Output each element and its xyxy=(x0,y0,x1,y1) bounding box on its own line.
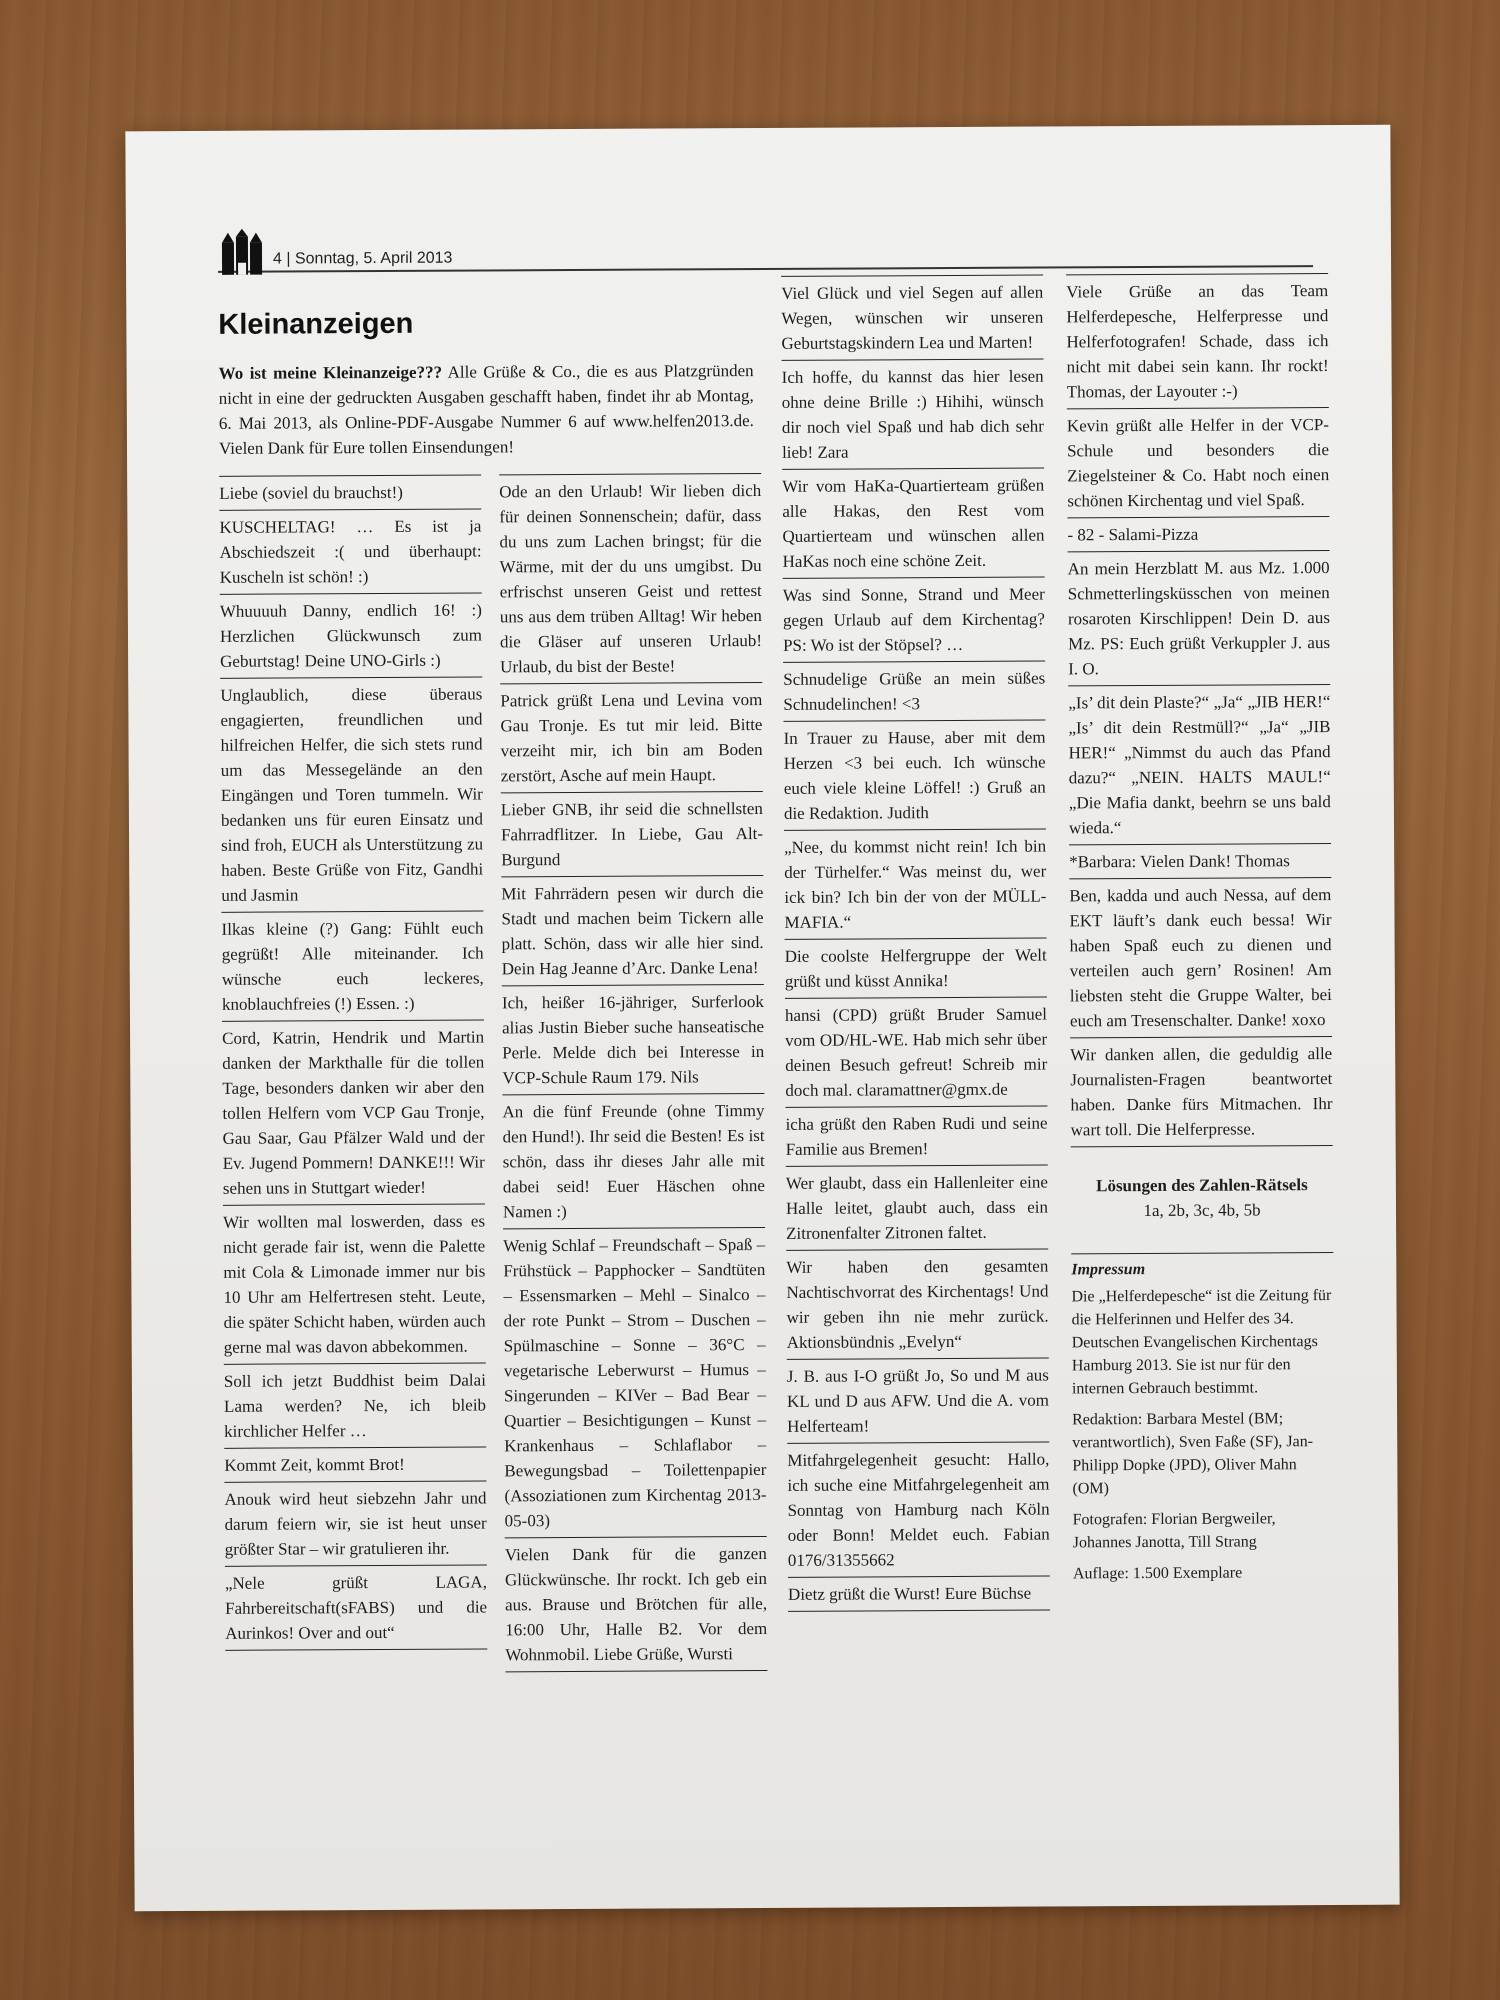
impressum-redaktion: Redaktion: Barbara Mestel (BM; verantwortlich), Sven Faße (SF), Jan-Philipp Dopke (JPD), Oliver Mahn (OM) xyxy=(1072,1410,1314,1498)
solutions-answer: 1a, 2b, 3c, 4b, 5b xyxy=(1143,1200,1261,1221)
impressum xyxy=(1071,1252,1335,1585)
classified-ad: Wer glaubt, dass ein Hallenleiter eine Halle leitet, glaubt auch, dass ein Zitronenfalter Zitronen faltet. xyxy=(786,1165,1048,1250)
solutions-heading: Lösungen des Zahlen-Rätsels xyxy=(1096,1175,1308,1196)
column-1 xyxy=(219,474,487,1650)
classified-ad: Mit Fahrrädern pesen wir durch die Stadt und machen beim Tickern alle platt. Schön, dass wir alle hier sind. Dein Hag Jeanne d’Arc. Danke Lena! xyxy=(501,875,764,985)
classified-ad: Wir danken allen, die geduldig alle Journalisten-Fragen beantwortet haben. Danke fürs Mitmachen. Ihr wart toll. Die Helferpresse. xyxy=(1070,1036,1333,1147)
classified-ad: Was sind Sonne, Strand und Meer gegen Urlaub auf dem Kirchentag? PS: Wo ist der Stöpsel? … xyxy=(783,577,1045,662)
classified-ad: Ilkas kleine (?) Gang: Fühlt euch gegrüßt! Alle miteinander. Ich wünsche euch leckeres, knoblauchfreies (!) Essen. :) xyxy=(221,910,484,1020)
classified-ad: Ben, kadda und auch Nessa, auf dem EKT läuft’s dank euch bessa! Wir haben Spaß euch zu dienen und verteilen auch gern’ Rosinen! Am liebsten steht die Gruppe Walter, bei euch am Tresenschalter. Danke! xoxo xyxy=(1069,877,1332,1037)
classified-ad: Ode an den Urlaub! Wir lieben dich für deinen Sonnenschein; dafür, dass du uns zum Lachen bringst; für die Wärme, mit der du uns umgibst. Du erfrischst unseren Geist und rettest uns aus dem trüben Alltag! Wir heben die Gläser auf unseren Urlaub! Urlaub, du bist der Beste! xyxy=(499,473,762,683)
classified-ad: KUSCHELTAG! … Es ist ja Abschiedszeit :( und überhaupt: Kuscheln ist schön! :) xyxy=(219,508,481,593)
classified-ad: Whuuuuh Danny, endlich 16! :) Herzlichen Glückwunsch zum Geburtstag! Deine UNO-Girls :) xyxy=(220,592,482,677)
classified-ad: Cord, Katrin, Hendrik und Martin danken der Markthalle für die tollen Tage, besonders danken wir aber den tollen Helfern vom VCP Gau Tronje, Gau Saar, Gau Pfälzer Wald und der Ev. Jugend Pommern! DANKE!!! Wir sehen uns in Stuttgart wieder! xyxy=(222,1019,485,1204)
page-header xyxy=(218,223,1313,273)
puzzle-solutions xyxy=(1071,1172,1333,1223)
classified-ad: - 82 - Salami-Pizza xyxy=(1067,516,1329,551)
column-3 xyxy=(781,275,1050,1612)
classified-ad: Vielen Dank für die ganzen Glückwünsche. Ihr rockt. Ich geb ein aus. Brause und Brötchen für alle, 16:00 Uhr, Halle B2. Vor dem Wohnmobil. Liebe Grüße, Wursti xyxy=(505,1536,768,1672)
classified-ad: Ich hoffe, du kannst das hier lesen ohne deine Brille :) Hihihi, wünsch dir noch viel Spaß und hab dich sehr lieb! Zara xyxy=(782,359,1045,469)
impressum-heading: Impressum xyxy=(1071,1261,1146,1279)
page-date-line: 4 | Sonntag, 5. April 2013 xyxy=(272,249,453,268)
classified-ad: An mein Herzblatt M. aus Mz. 1.000 Schmetterlingsküsschen von meinen rosaroten Kirschlippen! Dein D. aus Mz. PS: Euch grüßt Verkuppler J. aus I. O. xyxy=(1068,550,1331,685)
newspaper-page xyxy=(125,125,1399,1912)
classified-ad: Anouk wird heut siebzehn Jahr und darum feiern wir, sie ist heut unser größter Star – wir gratulieren ihr. xyxy=(224,1480,486,1565)
classified-ad: Kommt Zeit, kommt Brot! xyxy=(224,1446,486,1481)
classified-ad: Patrick grüßt Lena und Levina vom Gau Tronje. Es tut mir leid. Bitte verzeiht mir, ich bin am Boden zerstört, Asche auf mein Haupt. xyxy=(500,682,763,792)
impressum-text: Die „Helferdepesche“ ist die Zeitung für die Helferinnen und Helfer des 34. Deutschen Evangelischen Kirchentags Hamburg 2013. Sie ist nur für den internen Gebrauch bestimmt. xyxy=(1071,1287,1332,1398)
classified-ad: Wenig Schlaf – Freundschaft – Spaß – Frühstück – Papphocker – Sandtüten – Essensmarken – Mehl – Sinalco – der rote Punkt – Strom – Duschen – Spülmaschine – Sonne – 36°C – vegetarische Leberwurst – Humus – Singerunden – KIVer – Bad Bear – Quartier – Besichtigungen – Kunst – Krankenhaus – Schlaflabor – Bewegungsbad – Toilettenpapier (Assoziationen zum Kirchentag 2013-05-03) xyxy=(503,1227,767,1537)
classified-ad: Mitfahrgelegenheit gesucht: Hallo, ich suche eine Mitfahrgelegenheit am Sonntag von Hamburg nach Köln oder Bonn! Meldet euch. Fabian 0176/31355662 xyxy=(787,1442,1050,1577)
impressum-fotografen: Fotografen: Florian Bergweiler, Johannes Janotta, Till Strang xyxy=(1072,1510,1276,1552)
classified-ad: Lieber GNB, ihr seid die schnellsten Fahrradflitzer. In Liebe, Gau Alt-Burgund xyxy=(501,791,763,876)
classified-ad: hansi (CPD) grüßt Bruder Samuel vom OD/HL-WE. Hab mich sehr über deinen Besuch gefreut! Schreib mir doch mal. claramattner@gmx.de xyxy=(785,997,1048,1107)
classified-ad: Wir haben den gesamten Nachtischvorrat des Kirchentags! Und wir geben ihn nie mehr zurück. Aktionsbündnis „Evelyn“ xyxy=(786,1249,1049,1359)
classified-ad: Kevin grüßt alle Helfer in der VCP-Schule und besonders die Ziegelsteiner & Co. Habt noch einen schönen Kirchentag und viel Spaß. xyxy=(1067,407,1330,517)
intro-heading: Wo ist meine Kleinanzeige??? xyxy=(218,362,443,383)
impressum-auflage: Auflage: 1.500 Exemplare xyxy=(1072,1564,1243,1583)
classified-ad: Die coolste Helfergruppe der Welt grüßt und küsst Annika! xyxy=(785,938,1047,998)
classified-ad: Wir wollten mal loswerden, dass es nicht gerade fair ist, wenn die Palette mit Cola & Limonade immer nur bis 10 Uhr am Helfertresen steht. Leute, die später Schicht haben, würden auch gerne mal was davon abbekommen. xyxy=(223,1203,486,1363)
classified-ad: „Nele grüßt LAGA, Fahrbereitschaft(sFABS) und die Aurinkos! Over and out“ xyxy=(225,1564,487,1650)
classified-ad: Soll ich jetzt Buddhist beim Dalai Lama werden? Ne, ich bleib kirchlicher Helfer … xyxy=(224,1362,486,1447)
section-title: Kleinanzeigen xyxy=(218,307,414,341)
classified-ad: Dietz grüßt die Wurst! Eure Büchse xyxy=(788,1576,1050,1612)
classified-ad: icha grüßt den Raben Rudi und seine Familie aus Bremen! xyxy=(785,1106,1047,1166)
classified-ad: „Is’ dit dein Plaste?“ „Ja“ „JIB HER!“ „Is’ dit dein Restmüll?“ „Ja“ „JIB HER!“ „Nimmst du auch das Pfand dazu?“ „NEIN. HALTS MAUL!“ „Die Mafia dankt, beehrn se uns bald wieda.“ xyxy=(1068,684,1331,844)
classified-ad: „Nee, du kommst nicht rein! Ich bin der Türhelfer.“ Was meinst du, wer ick bin? Ich bin der von der MÜLL-MAFIA.“ xyxy=(784,829,1047,939)
classified-ad: *Barbara: Vielen Dank! Thomas xyxy=(1069,843,1331,878)
intro-text: Alle Grüße & Co., die es aus Platzgründen nicht in eine der gedruckten Ausgaben geschafft haben, findet ihr ab Montag, 6. Mai 2013, als Online-PDF-Ausgabe Nummer 6 auf www.helfen2013.de. Vielen Dank für Eure tollen Einsendungen! xyxy=(218,361,754,458)
classified-ad: Unglaublich, diese überaus engagierten, freundlichen und hilfreichen Helfer, die sich stets rund um das Messegelände an den Eingängen und Toren tummeln. Wir bedanken uns für euren Einsatz und sind froh, EUCH als Unterstützung zu haben. Beste Grüße von Fitz, Gandhi und Jasmin xyxy=(220,676,483,911)
classified-ad: Viel Glück und viel Segen auf allen Wegen, wünschen wir unseren Geburtstagskindern Lea und Marten! xyxy=(781,275,1043,360)
classified-ad: Liebe (soviel du brauchst!) xyxy=(219,474,481,509)
classified-ad: J. B. aus I-O grüßt Jo, So und M aus KL und D aus AFW. Und die A. vom Helferteam! xyxy=(787,1358,1049,1443)
classified-ad: Schnudelige Grüße an mein süßes Schnudelinchen! <3 xyxy=(783,661,1045,721)
intro-paragraph xyxy=(219,358,755,461)
classified-ad: Ich, heißer 16-jähriger, Surferlook alias Justin Bieber suche hanseatische Perle. Melde dich bei Interesse in VCP-Schule Raum 179. Nils xyxy=(502,984,765,1094)
classified-ad: An die fünf Freunde (ohne Timmy den Hund!). Ihr seid die Besten! Es ist schön, dass ihr dieses Jahr alle mit dabei seid! Euer Häschen ohne Namen :) xyxy=(502,1093,765,1228)
column-2 xyxy=(499,473,767,1672)
hamburg-castle-logo-icon xyxy=(218,229,266,277)
column-4 xyxy=(1066,273,1335,1593)
classified-ad: Viele Grüße an das Team Helferdepesche, Helferpresse und Helferfotografen! Schade, dass ich nicht mit dabei sein kann. Ihr rockt! Thomas, der Layouter :-) xyxy=(1066,273,1329,408)
classified-ad: In Trauer zu Hause, aber mit dem Herzen <3 bei euch. Ich wünsche euch viele kleine Löffel! :) Gruß an die Redaktion. Judith xyxy=(783,720,1046,830)
classified-ad: Wir vom HaKa-Quartierteam grüßen alle Hakas, den Rest vom Quartierteam und wünschen allen HaKas noch eine schöne Zeit. xyxy=(782,468,1045,578)
